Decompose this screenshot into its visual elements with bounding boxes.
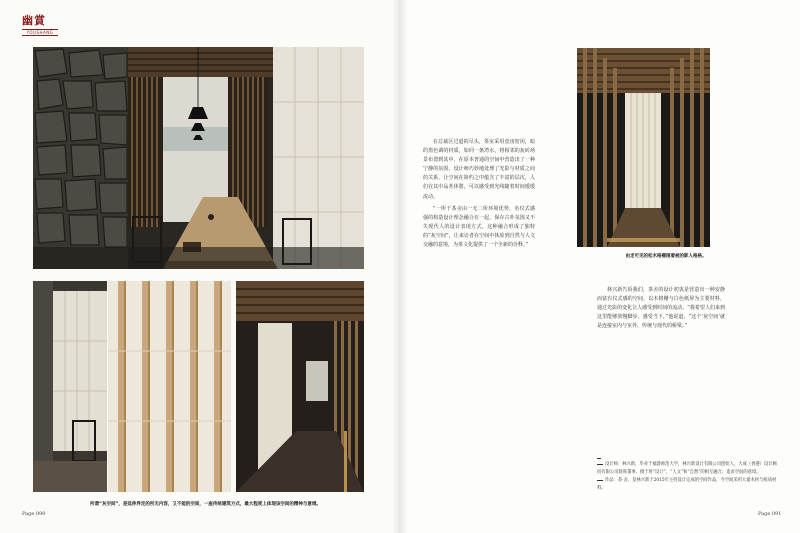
article-body [423,138,535,253]
credit-designer [597,461,777,477]
credit-designer-text: 设计师：林兴新，毕业于福建师范大学，林兴新设计有限公司创始人，大成（香港）设计顾问有限公司联席董事，擅于将“设计”，“人文”和“自然”的相互融合，追求空间的意境。 [597,462,777,475]
grey-space-caption: 所谓“灰空间”，是延伸界定的所无内容，又不能的空间，一座传统建筑方式，最大程度上体现该空间的精神与意境。 [90,502,321,507]
page-number-right: Page 091 [758,511,782,517]
page-number-left: Page 090 [22,511,46,517]
logo-title: 幽賞 [22,14,46,27]
body-paragraph-1: 在总裁区过道的尽头，茶室采用竟宙密闭，暗的黑色调的材质，如同一条湾水，将相邻的灰砖场景布置到其中，在原本普通的空间中营造出了一种宁静的氛围。设计师巧妙地处理了光影与材质之间的关系，让空间在简约之中蕴含了丰富的层次，人们在其中品茗休憩，可以感受到光线随着时间缓缓流动。 [423,139,535,200]
corridor-photo [577,48,710,247]
logo-subtitle: YOUSHANG [22,29,58,36]
walkway-photo [236,281,364,492]
page-gutter [392,0,408,533]
body-paragraph-3: 林兴新告诉我们，茶舍的设计初衷是营造出一种安静而富有仪式感的空间，以木格栅与白色纸屏为主要材料，通过光影的变化让人感受到时间的流动。“我希望人们来到这里能够放慢脚步，感受当下，”他说道，“这个‘灰空间’就是连接室内与室外、传统与现代的桥梁。” [597,287,725,330]
article-body-right [597,286,725,331]
corridor-caption: 由走可见的松木格栅围着被的影人格格。 [625,254,707,259]
stone-screen-photo [33,281,107,492]
designer-credits [597,461,777,493]
credit-work-text: 作品：茶·舍，是林兴新于2015年主持设计完成的空间作品，今空间采用大量木材与纸质材料。 [597,478,777,491]
credits-rule [597,458,601,459]
tea-room-photo [33,47,364,269]
credit-work [597,477,777,493]
magazine-logo [22,12,58,34]
body-paragraph-2: “一所千茶舍由一无二所环境优势，名仪式感强的构造设计理念融合在一起，保存古朴氛围又不失现代人的设计表现方式，这种融合形成了独特的“灰空间”，让来访者在空间中体验到自然与人文交融的意境，为茶文化提供了一个全新的诠释。” [423,205,535,249]
lattice-closeup-photo [108,281,231,492]
